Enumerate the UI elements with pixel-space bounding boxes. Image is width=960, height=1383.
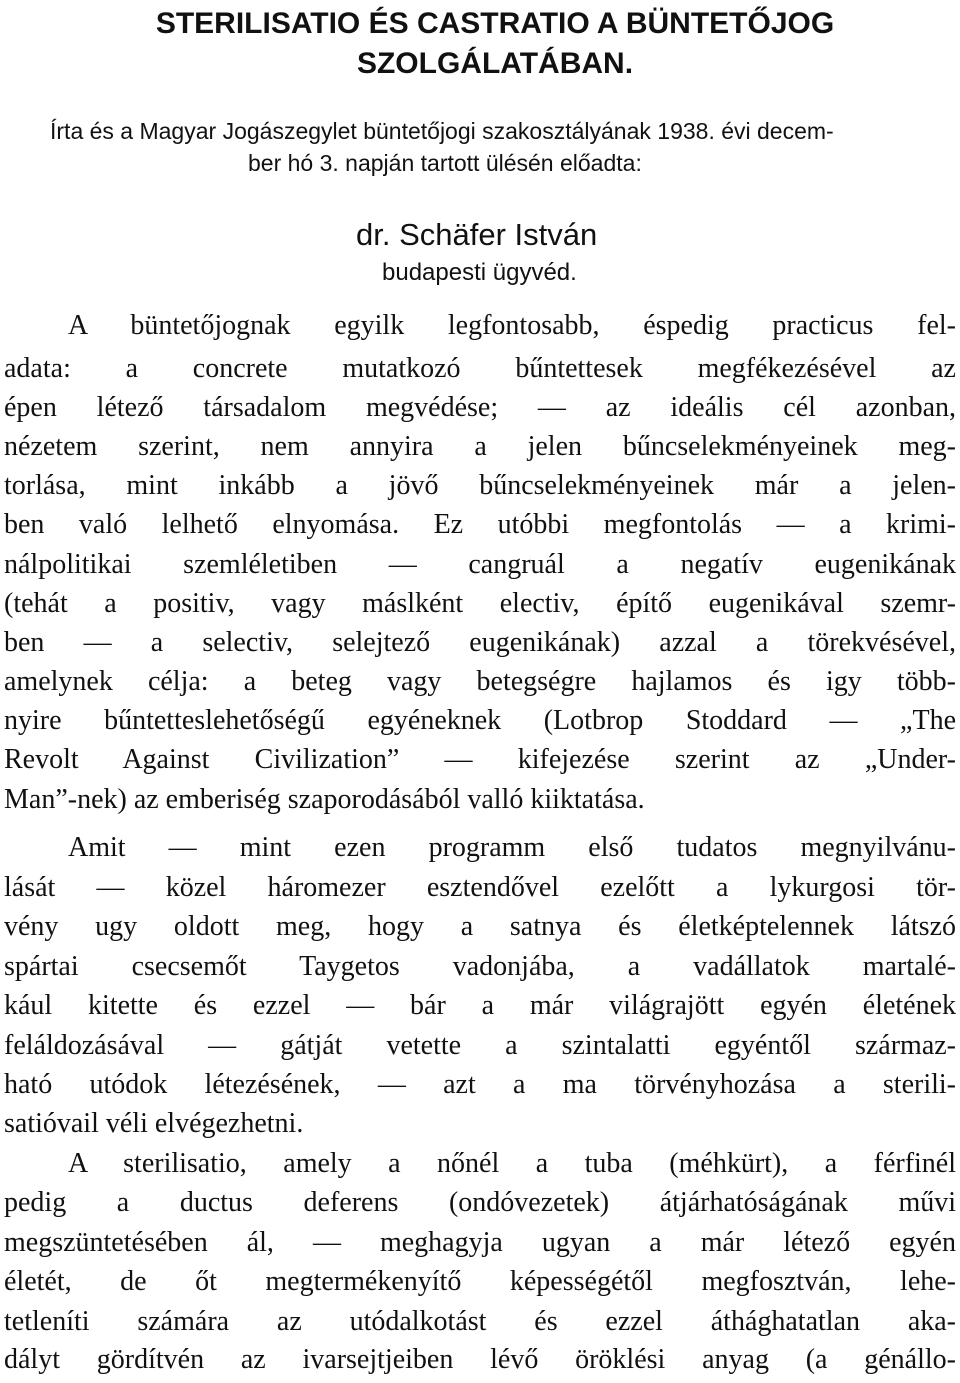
body-line: megszüntetésében ál, — meghagyja ugyan a már létező egyén [4,1227,956,1258]
document-title-line-1: STERILISATIO ÉS CASTRATIO A BÜNTETŐJOG [155,7,835,40]
body-line: ben — a selectiv, selejtező eugenikának) azzal a törekvésével, [4,627,956,658]
body-line: ben való lelhető elnyomása. Ez utóbbi megfontolás — a krimi- [4,509,956,540]
body-line: tetleníti számára az utódalkotást és ezzel áthághatatlan aka- [4,1306,956,1337]
body-line: pedig a ductus deferens (ondóvezetek) átjárhatóságának művi [4,1187,956,1218]
body-line: nálpolitikai szemléletiben — cangruál a negatív eugenikának [4,549,956,580]
body-line: spártai csecsemőt Taygetos vadonjába, a vadállatok martalé- [4,951,956,982]
body-line: amelynek célja: a beteg vagy betegségre hajlamos és igy több- [4,666,956,697]
body-line: nézetem szerint, nem annyira a jelen bűncselekményeinek meg- [4,431,956,462]
body-line: (tehát a positiv, vagy máslként electiv, építő eugenikával szemr- [4,588,956,619]
body-line: A büntetőjognak egyilk legfontosabb, éspedig practicus fel- [68,310,956,341]
body-line: A sterilisatio, amely a nőnél a tuba (méhkürt), a férfinél [68,1148,956,1179]
body-line: kául kitette és ezzel — bár a már világrajött egyén életének [4,990,956,1021]
body-line: Man”-nek) az emberiség szaporodásából valló kiiktatása. [4,784,645,815]
body-line: feláldozásával — gátját vetette a szintalatti egyéntől származ- [4,1030,956,1061]
document-title-line-2: SZOLGÁLATÁBAN. [356,47,634,80]
body-line: épen létező társadalom megvédése; — az ideális cél azonban, [4,392,956,423]
body-line: ható utódok létezésének, — azt a ma törvényhozása a sterili- [4,1069,956,1100]
body-line: dályt gördítvén az ivarsejtjeiben lévő öröklési anyag (a génállo- [4,1344,956,1375]
body-line: satióvail véli elvégezhetni. [4,1108,304,1139]
body-line: adata: a concrete mutatkozó bűntettesek megfékezésével az [4,353,956,384]
body-line: lását — közel háromezer esztendővel ezelőtt a lykurgosi tör- [4,872,956,903]
body-line: vény ugy oldott meg, hogy a satnya és életképtelennek látszó [4,911,956,942]
body-line: nyire bűntetteslehetőségű egyéneknek (Lotbrop Stoddard — „The [4,705,956,736]
intro-line-2: ber hó 3. napján tartott ülésén előadta: [248,150,642,176]
intro-line-1: Írta és a Magyar Jogászegylet büntetőjogi szakosztályának 1938. évi decem- [50,118,834,144]
body-line: Revolt Against Civilization” — kifejezése szerint az „Under- [4,744,956,775]
body-line: életét, de őt megtermékenyítő képességétől megfosztván, lehe- [4,1266,956,1297]
body-line: Amit — mint ezen programm első tudatos megnyilvánu- [68,832,956,863]
body-line: torlása, mint inkább a jövő bűncselekményeinek már a jelen- [4,470,956,501]
author-role: budapesti ügyvéd. [382,259,577,286]
author-name: dr. Schäfer István [356,217,598,252]
